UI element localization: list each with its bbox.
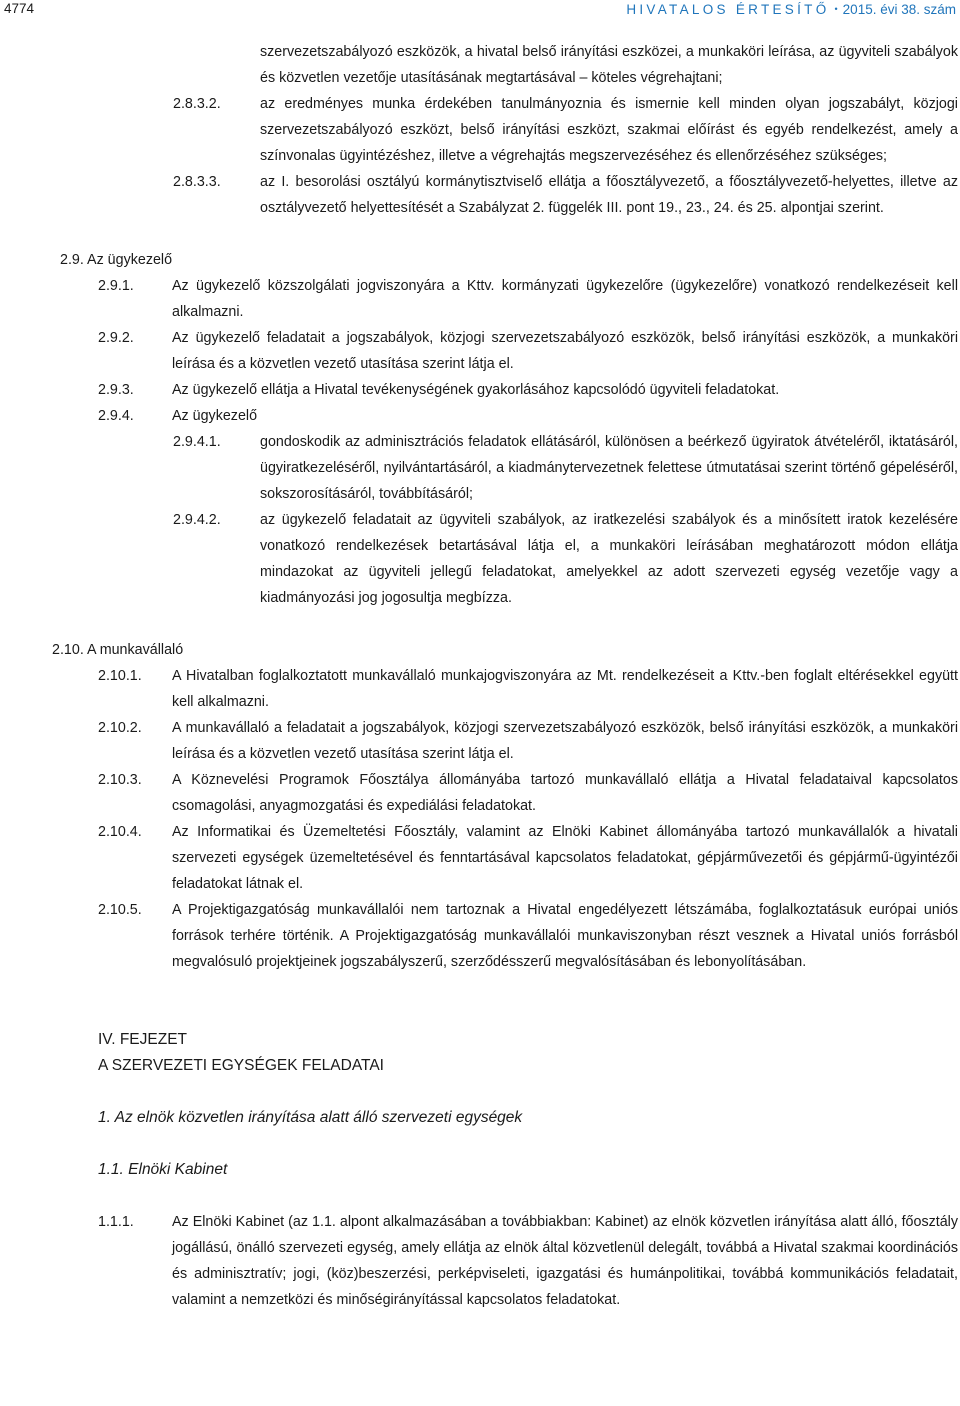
item-text: Az ügykezelő feladatait a jogszabályok, közjogi szervezetszabályozó eszközök, belső irányítási eszközök, a munkaköri leírása és a közvetlen vezető utasítása szerint látja el. — [172, 330, 958, 372]
list-item — [0, 819, 960, 897]
item-text: A Projektigazgatóság munkavállalói nem tartoznak a Hivatal engedélyezett létszámába, foglalkoztatásuk európai uniós források terhére történik. A Projektigazgatóság munkavállalói munkaviszonyban részt vesznek a Hivatal uniós forrásból megvalósuló projektjeinek jogszabályszerű, szerződésszerű megvalósításában és lebonyolításában. — [172, 902, 958, 970]
item-number: 2.9.4.1. — [173, 434, 221, 450]
list-item — [0, 715, 960, 767]
section-heading — [0, 637, 960, 663]
list-item — [0, 377, 960, 403]
item-number: 2.10.5. — [98, 902, 142, 918]
item-number: 2.9.3. — [98, 382, 134, 398]
item-text: A Köznevelési Programok Főosztálya állományába tartozó munkavállaló ellátja a Hivatal feladataival kapcsolatos csomagolási, anyagmozgatási és expediálási feladatokat. — [172, 772, 958, 814]
list-item — [0, 91, 960, 169]
item-text: az ügykezelő feladatait az ügyviteli szabályok, az iratkezelési szabályok és a minősített iratok kezelésére vonatkozó rendelkezések betartásával látja el, a munkaköri leírásában meghatározott módon ellátja mindazokat az ügyviteli jellegű feladatokat, amelyekkel az adott szervezeti egység vezetője vagy a kiadmányozási jog jogosultja megbízza. — [260, 512, 958, 606]
chapter-number: IV. FEJEZET — [98, 1031, 188, 1048]
issue-label: 2015. évi 38. szám — [842, 2, 956, 17]
section-heading — [0, 247, 960, 273]
item-number: 2.10.3. — [98, 772, 142, 788]
item-number: 2.9.1. — [98, 278, 134, 294]
item-number: 2.10.2. — [98, 720, 142, 736]
item-number: 2.9.4.2. — [173, 512, 221, 528]
item-number: 1.1.1. — [98, 1214, 134, 1230]
chapter-title: A SZERVEZETI EGYSÉGEK FELADATAI — [98, 1057, 384, 1074]
item-number: 2.8.3.3. — [173, 174, 221, 190]
item-number: 2.9.4. — [98, 408, 134, 424]
list-item — [0, 1209, 960, 1313]
item-text: Az Elnöki Kabinet (az 1.1. alpont alkalmazásában a továbbiakban: Kabinet) az elnök közvetlen irányítása alatt álló, főosztály jogállású, önálló szervezeti egység, amely ellátja az elnök által közvetlenül delegált, továbbá a Hivatal szakmai koordinációs és adminisztratív; jogi, (köz)beszerzési, perképviseleti, igazgatási és humánpolitikai, továbbá kommunikációs feladatait, valamint a nemzetközi és minőségirányítással kapcsolatos feladatokat. — [172, 1214, 958, 1308]
item-text: Az ügykezelő közszolgálati jogviszonyára a Kttv. kormányzati ügykezelőre (ügykezelőre) vonatkozó rendelkezéseit kell alkalmazni. — [172, 278, 958, 320]
item-number: 2.9.2. — [98, 330, 134, 346]
section-title: 2.9. Az ügykezelő — [60, 252, 173, 268]
item-number: 2.10.1. — [98, 668, 142, 684]
journal-title: HIVATALOS ÉRTESÍTŐ — [626, 2, 830, 17]
sub-list-item — [0, 429, 960, 507]
list-item — [0, 767, 960, 819]
item-text: Az Informatikai és Üzemeltetési Főosztály, valamint az Elnöki Kabinet állományába tartozó munkavállalók a hivatali szervezeti egységek üzemeltetésével és fenntartásával kapcsolatos feladatokat, gépjárművezetői és gépjármű-ügyintézői feladatokat látnak el. — [172, 824, 958, 892]
item-text: Az ügykezelő ellátja a Hivatal tevékenységének gyakorlásához kapcsolódó ügyviteli feladatokat. — [172, 382, 780, 398]
bullet-icon: • — [834, 4, 838, 14]
item-number: 2.8.3.2. — [173, 96, 221, 112]
item-text: az I. besorolási osztályú kormánytisztviselő ellátja a főosztályvezető, a főosztályvezető-helyettes, illetve az osztályvezető helyettesítését a Szabályzat 2. függelék III. pont 19., 23., 24. és 25. alpontjai szerint. — [260, 174, 958, 216]
item-number: 2.10.4. — [98, 824, 142, 840]
running-header — [0, 0, 960, 22]
item-text: Az ügykezelő — [172, 408, 258, 424]
list-item — [0, 663, 960, 715]
list-item — [0, 169, 960, 221]
list-item — [0, 325, 960, 377]
section-title: 2.10. A munkavállaló — [52, 642, 184, 658]
subsection-heading: 1.1. Elnöki Kabinet — [98, 1161, 228, 1178]
document-body — [0, 39, 960, 1313]
sub-list-item — [0, 507, 960, 611]
page-number: 4774 — [4, 1, 35, 16]
list-item — [0, 897, 960, 975]
item-text: az eredményes munka érdekében tanulmányoznia és ismernie kell minden olyan jogszabályt, közjogi szervezetszabályozó eszközt, belső irányítási eszközt, szakmai előírást és egyéb rendelkezést, amely a színvonalas ügyintézéshez, illetve a végrehajtás megszervezéséhez és ellenőrzéséhez szükséges; — [260, 96, 958, 164]
continuation-paragraph — [0, 39, 960, 91]
list-item — [0, 403, 960, 429]
item-text: A munkavállaló a feladatait a jogszabályok, közjogi szervezetszabályozó eszközök, belső irányítási eszközök, a munkaköri leírása és a közvetlen vezető utasítása szerint látja el. — [172, 720, 958, 762]
journal-issue — [626, 1, 956, 18]
paragraph-text: szervezetszabályozó eszközök, a hivatal belső irányítási eszközei, a munkaköri leírása, az ügyviteli szabályok és közvetlen vezetője utasításának megtartásával – köteles végrehajtani; — [260, 44, 958, 86]
item-text: A Hivatalban foglalkoztatott munkavállaló munkajogviszonyára az Mt. rendelkezéseit a Kttv.-ben foglalt eltérésekkel együtt kell alkalmazni. — [172, 668, 958, 710]
list-item — [0, 273, 960, 325]
item-text: gondoskodik az adminisztrációs feladatok ellátásáról, különösen a beérkező ügyiratok átvételéről, iktatásáról, ügyiratkezeléséről, nyilvántartásáról, a kiadmánytervezetnek felettese útmutatásai szerint történő gépeléséről, sokszorosításáról, továbbításáról; — [260, 434, 958, 502]
subsection-heading: 1. Az elnök közvetlen irányítása alatt álló szervezeti egységek — [98, 1109, 523, 1126]
